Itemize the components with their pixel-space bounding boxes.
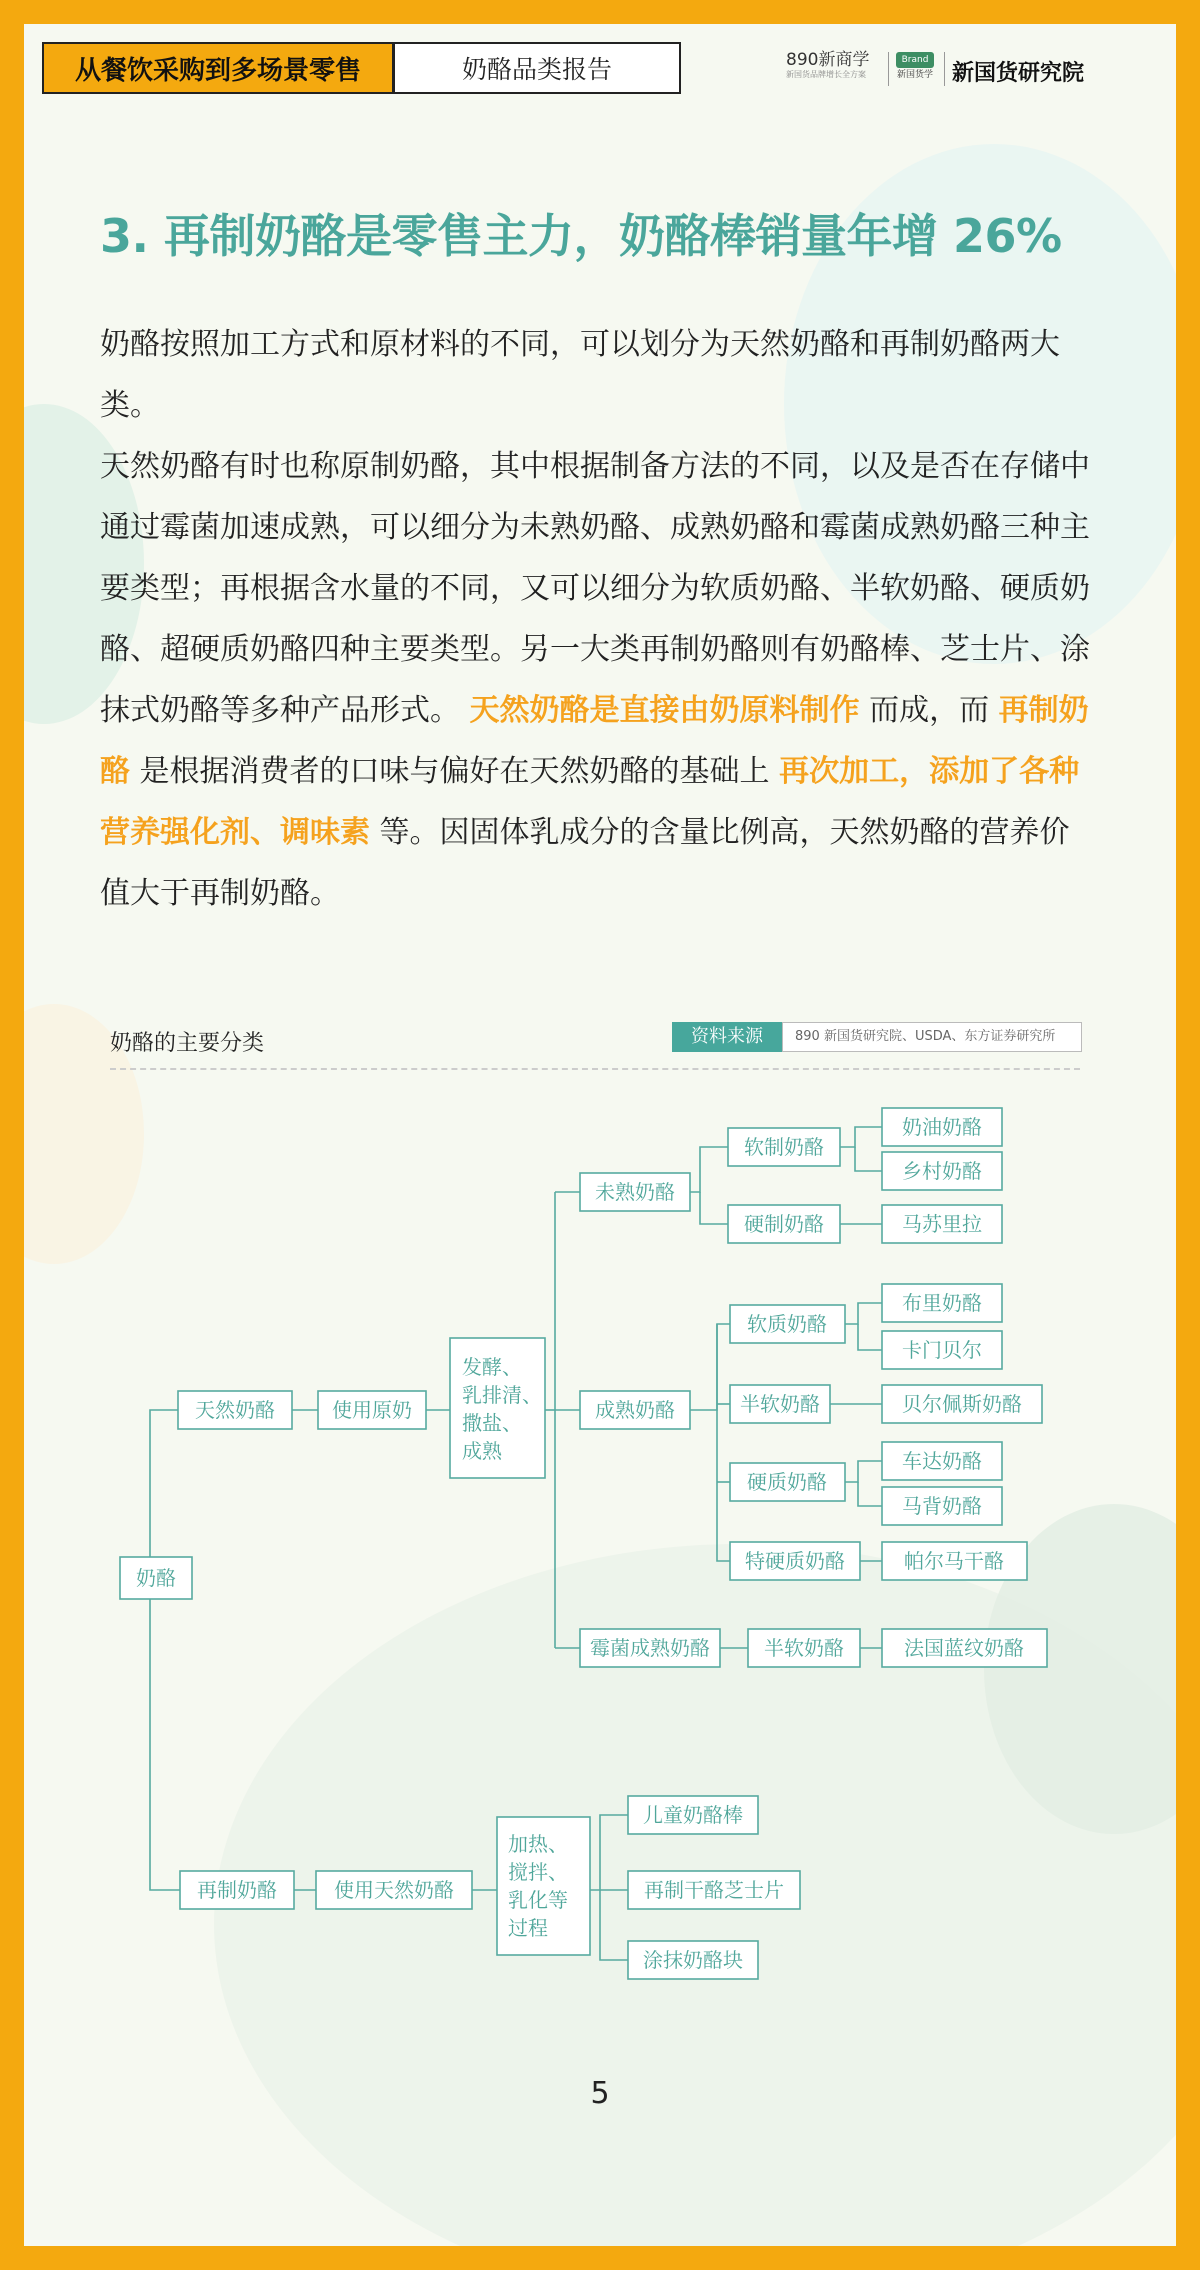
process1-line: 乳排清、 bbox=[462, 1383, 542, 1407]
node-cream-cheese-label: 奶油奶酪 bbox=[902, 1115, 982, 1139]
node-root bbox=[120, 1557, 192, 1599]
node-use-natural bbox=[316, 1871, 472, 1909]
node-soft-label: 软质奶酪 bbox=[747, 1312, 827, 1336]
logo-brand-bottom: 新国货学 bbox=[896, 70, 933, 80]
paragraph-2-d: 等。因固体乳成分的含量比例高，天然奶酪的营养价值大于再制奶酪。 bbox=[100, 815, 1070, 911]
node-hard-unripe bbox=[728, 1205, 840, 1243]
node-natural-label: 天然奶酪 bbox=[195, 1398, 275, 1422]
node-semi-soft-label: 半软奶酪 bbox=[740, 1392, 820, 1416]
node-kids-stick-label: 儿童奶酪棒 bbox=[643, 1803, 743, 1827]
source-label: 资料来源 bbox=[672, 1022, 782, 1052]
paragraph-2-b: 而成，而 bbox=[869, 693, 990, 728]
process2-line: 加热、 bbox=[508, 1832, 568, 1856]
logo-institute: 新国货研究院 bbox=[952, 60, 1085, 86]
process1-line: 发酵、 bbox=[462, 1355, 522, 1379]
node-parmesan-label: 帕尔马干酪 bbox=[904, 1549, 1004, 1573]
node-mabei-label: 马背奶酪 bbox=[902, 1494, 982, 1518]
report-title: 奶酪品类报告 bbox=[393, 42, 681, 94]
node-parmesan bbox=[882, 1542, 1027, 1580]
node-mold-semi-soft bbox=[748, 1629, 860, 1667]
node-cheddar bbox=[882, 1442, 1002, 1480]
node-hard-label: 硬质奶酪 bbox=[747, 1470, 827, 1494]
logo-890-name: 890新商学 bbox=[786, 50, 870, 70]
highlight-natural: 天然奶酪是直接由奶原料制作 bbox=[469, 693, 860, 728]
node-bel-paese-label: 贝尔佩斯奶酪 bbox=[902, 1392, 1022, 1416]
process1-line: 撒盐、 bbox=[462, 1411, 522, 1435]
node-cheddar-label: 车达奶酪 bbox=[902, 1449, 982, 1473]
node-kids-stick bbox=[628, 1796, 758, 1834]
node-brie-label: 布里奶酪 bbox=[902, 1291, 982, 1315]
node-spread bbox=[628, 1941, 758, 1979]
node-mozzarella-label: 马苏里拉 bbox=[902, 1212, 982, 1236]
node-unripe-label: 未熟奶酪 bbox=[595, 1180, 675, 1204]
node-french-blue bbox=[882, 1629, 1047, 1667]
logo-brand-top: Brand bbox=[896, 52, 934, 68]
paragraph-1: 奶酪按照加工方式和原材料的不同，可以划分为天然奶酪和再制奶酪两大类。 bbox=[100, 327, 1060, 423]
node-natural bbox=[178, 1391, 292, 1429]
series-title: 从餐饮采购到多场景零售 bbox=[42, 42, 394, 94]
node-camembert-label: 卡门贝尔 bbox=[902, 1338, 982, 1362]
node-use-raw-label: 使用原奶 bbox=[332, 1398, 412, 1422]
node-process-1 bbox=[450, 1338, 545, 1478]
source-value: 890 新国货研究院、USDA、东方证券研究所 bbox=[782, 1022, 1082, 1052]
node-mold-ripe bbox=[580, 1629, 720, 1667]
diagram-title: 奶酪的主要分类 bbox=[110, 1031, 265, 1056]
node-cream-cheese bbox=[882, 1108, 1002, 1146]
node-hard-unripe-label: 硬制奶酪 bbox=[744, 1212, 824, 1236]
node-use-raw bbox=[318, 1391, 426, 1429]
node-use-natural-label: 使用天然奶酪 bbox=[334, 1878, 454, 1902]
process2-line: 乳化等 bbox=[508, 1888, 568, 1912]
node-process-2 bbox=[497, 1817, 590, 1955]
node-camembert bbox=[882, 1331, 1002, 1369]
node-mold-semi-soft-label: 半软奶酪 bbox=[764, 1636, 844, 1660]
node-mozzarella bbox=[882, 1205, 1002, 1243]
paragraph-2-c: 是根据消费者的口味与偏好在天然奶酪的基础上 bbox=[139, 754, 770, 789]
highlight-reprocess: 再次加工，添加了各种营养强化剂、调味素 bbox=[100, 754, 1080, 850]
node-soft-unripe bbox=[728, 1128, 840, 1166]
node-semi-soft bbox=[730, 1385, 830, 1423]
node-soft-unripe-label: 软制奶酪 bbox=[744, 1135, 824, 1159]
node-slice-label: 再制干酪芝士片 bbox=[644, 1878, 784, 1902]
process2-line: 过程 bbox=[508, 1916, 548, 1940]
node-bel-paese bbox=[882, 1385, 1042, 1423]
node-mabei bbox=[882, 1487, 1002, 1525]
process1-line: 成熟 bbox=[462, 1439, 502, 1463]
node-processed bbox=[180, 1871, 294, 1909]
node-extra-hard bbox=[730, 1542, 860, 1580]
node-processed-label: 再制奶酪 bbox=[197, 1878, 277, 1902]
logo-890-sub: 新国货品牌增长全方案 bbox=[786, 70, 866, 79]
node-extra-hard-label: 特硬质奶酪 bbox=[745, 1549, 845, 1573]
node-spread-label: 涂抹奶酪块 bbox=[643, 1948, 743, 1972]
section-title: 3. 再制奶酪是零售主力，奶酪棒销量年增 26% bbox=[100, 209, 1062, 263]
highlight-processed: 再制奶酪 bbox=[100, 693, 1089, 789]
process2-line: 搅拌、 bbox=[508, 1860, 568, 1884]
node-unripe bbox=[580, 1173, 690, 1211]
node-root-label: 奶酪 bbox=[136, 1566, 176, 1590]
node-slice bbox=[628, 1871, 800, 1909]
node-country-cheese-label: 乡村奶酪 bbox=[902, 1159, 982, 1183]
node-soft bbox=[730, 1305, 845, 1343]
node-mold-ripe-label: 霉菌成熟奶酪 bbox=[590, 1636, 710, 1660]
page-number: 5 bbox=[590, 2076, 610, 2111]
node-ripe-label: 成熟奶酪 bbox=[595, 1398, 675, 1422]
node-brie bbox=[882, 1284, 1002, 1322]
node-country-cheese bbox=[882, 1152, 1002, 1190]
node-hard bbox=[730, 1463, 845, 1501]
node-french-blue-label: 法国蓝纹奶酪 bbox=[904, 1636, 1024, 1660]
node-ripe bbox=[580, 1391, 690, 1429]
paragraph-2-a: 天然奶酪有时也称原制奶酪，其中根据制备方法的不同，以及是否在存储中通过霉菌加速成熟，可以细分为未熟奶酪、成熟奶酪和霉菌成熟奶酪三种主要类型；再根据含水量的不同，又可以细分为软质奶酪、半软奶酪、硬质奶酪、超硬质奶酪四种主要类型。另一大类再制奶酪则有奶酪棒、芝士片、涂抹式奶酪等多种产品形式。 bbox=[100, 449, 1090, 728]
